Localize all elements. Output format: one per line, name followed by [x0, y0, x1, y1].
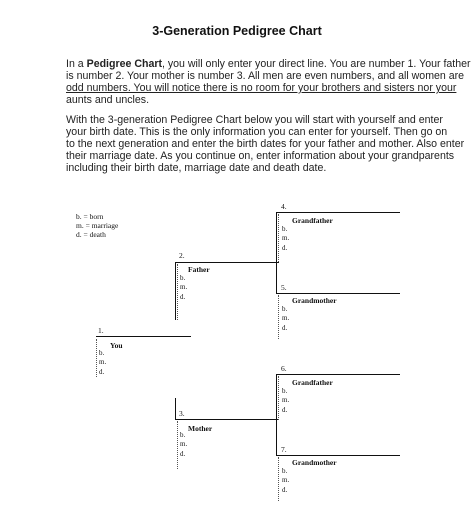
person-2-label: Father [188, 265, 210, 274]
legend-marriage: m. = marriage [76, 221, 119, 230]
marriage-field: m. [180, 283, 188, 292]
pedigree-chart-term: Pedigree Chart [86, 58, 162, 70]
person-3-connector [175, 398, 176, 420]
person-2-fields [180, 274, 187, 302]
death-field: d. [180, 292, 186, 301]
person-1-label: You [110, 341, 123, 350]
person-4-number: 4. [281, 202, 287, 211]
person-4-name-line [276, 212, 400, 213]
person-2-dotted-line [177, 264, 178, 320]
person-6-fields [282, 387, 289, 415]
person-3-name-line [175, 419, 279, 420]
person-1-fields [99, 349, 106, 377]
person-5-number: 5. [281, 283, 287, 292]
person-3-label: Mother [188, 424, 213, 433]
instructions-text: including their birth date, marriage date and death date. [66, 162, 327, 175]
death-field: d. [282, 405, 288, 414]
death-field: d. [282, 243, 288, 252]
person-2-name-line [175, 262, 279, 263]
person-1-number: 1. [98, 326, 104, 335]
death-field: d. [180, 449, 186, 458]
person-3-dotted-line [177, 421, 178, 469]
birth-field: b. [99, 349, 105, 357]
person-5-fields [282, 305, 289, 333]
legend-born: b. = born [76, 212, 104, 221]
person-6-name-line [276, 374, 400, 375]
person-2-number: 2. [179, 251, 185, 260]
intro-text: odd numbers. You will notice there is no room for your brothers and sisters nor your [66, 82, 457, 95]
birth-field: b. [282, 387, 288, 395]
person-6-number: 6. [281, 364, 287, 373]
person-7-dotted-line [278, 457, 279, 501]
death-field: d. [282, 485, 288, 494]
person-6-connector [276, 374, 277, 420]
marriage-field: m. [282, 476, 290, 485]
marriage-field: m. [282, 396, 290, 405]
person-4-fields [282, 225, 289, 253]
instructions-text: With the 3-generation Pedigree Chart below you will start with yourself and enter [66, 114, 443, 126]
intro-text: is number 2. Your mother is number 3. All men are even numbers, and all women are [66, 70, 465, 83]
marriage-field: m. [180, 440, 188, 449]
person-1-name-line [96, 336, 191, 337]
marriage-field: m. [282, 234, 290, 243]
person-5-label: Grandmother [292, 296, 337, 305]
person-6-label: Grandfather [292, 378, 333, 387]
instructions-text: their marriage date. As you continue on, enter information about your grandparents [66, 150, 455, 163]
marriage-field: m. [99, 358, 107, 367]
person-2-connector [175, 262, 176, 320]
person-6-dotted-line [278, 376, 279, 420]
birth-field: b. [282, 305, 288, 313]
marriage-field: m. [282, 314, 290, 323]
person-7-number: 7. [281, 445, 287, 454]
person-7-connector [276, 419, 277, 456]
intro-text: , you will only enter your direct line. You are number 1. Your father [161, 58, 471, 70]
intro-paragraph [66, 58, 471, 107]
person-5-name-line [276, 293, 400, 294]
person-4-label: Grandfather [292, 216, 333, 225]
birth-field: b. [180, 431, 186, 439]
person-3-number: 3. [179, 409, 185, 418]
birth-field: b. [282, 225, 288, 233]
intro-text: aunts and uncles. [66, 94, 150, 107]
page-title: 3-Generation Pedigree Chart [152, 24, 322, 38]
person-4-connector [276, 212, 277, 263]
death-field: d. [99, 367, 105, 376]
person-7-fields [282, 467, 289, 495]
person-3-fields [180, 431, 187, 459]
legend-death: d. = death [76, 230, 106, 239]
instructions-paragraph [66, 114, 465, 175]
person-5-dotted-line [278, 295, 279, 339]
legend [76, 212, 118, 239]
instructions-text: your birth date. This is the only information you can enter for yourself. Then go on [66, 126, 448, 139]
person-7-label: Grandmother [292, 458, 337, 467]
person-4-dotted-line [278, 214, 279, 262]
person-1-dotted-line [96, 339, 97, 377]
birth-field: b. [282, 467, 288, 475]
person-5-connector [276, 262, 277, 294]
instructions-text: to the next generation and enter the birth dates for your father and mother. Also enter [66, 138, 465, 151]
intro-text: In a [66, 58, 87, 70]
person-7-name-line [276, 455, 400, 456]
birth-field: b. [180, 274, 186, 282]
death-field: d. [282, 323, 288, 332]
